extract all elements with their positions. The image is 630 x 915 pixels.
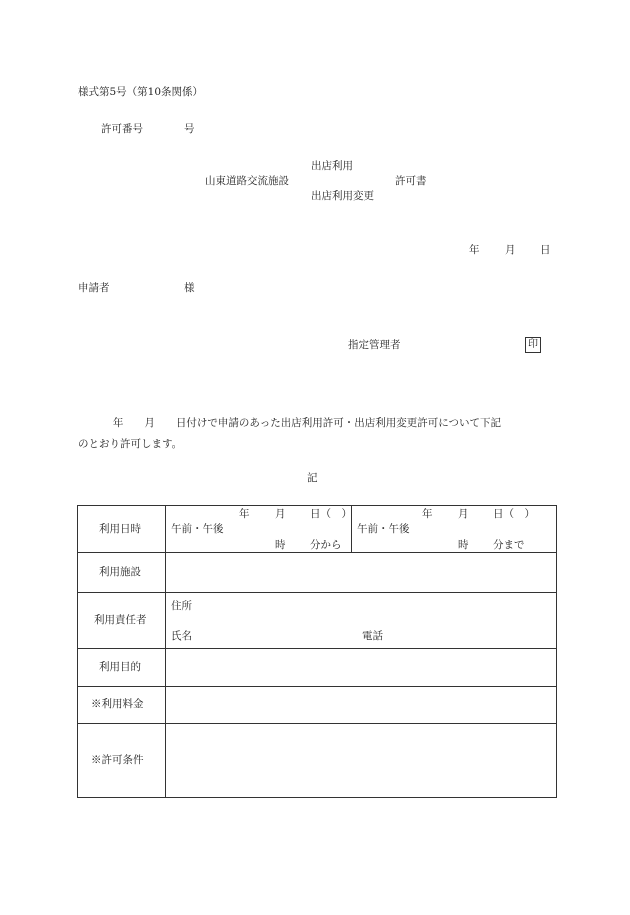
seal-box: 印 [525, 337, 541, 353]
row-label-fee: ※利用料金 [91, 698, 144, 710]
end-day: 日（ ） [493, 508, 535, 520]
start-year: 年 [239, 508, 250, 520]
table-border-top [77, 505, 557, 506]
row-divider [77, 686, 557, 687]
body-month: 月 [144, 417, 155, 429]
row-divider [77, 592, 557, 593]
date-month: 月 [505, 244, 516, 256]
row-label-usage-datetime: 利用日時 [99, 523, 141, 535]
address-label: 住所 [171, 600, 192, 612]
name-label: 氏名 [171, 630, 192, 642]
row-label-conditions: ※許可条件 [91, 754, 144, 766]
end-hour: 時 [458, 539, 469, 551]
manager-label: 指定管理者 [348, 339, 401, 351]
row-label-responsible-person: 利用責任者 [94, 614, 147, 626]
table-column-divider [165, 505, 166, 798]
permit-number-label: 許可番号 [101, 123, 143, 135]
row-divider [77, 648, 557, 649]
body-text-line-2: のとおり許可します。 [78, 438, 183, 450]
permit-number-suffix: 号 [184, 123, 195, 135]
date-day: 日 [540, 244, 551, 256]
end-month: 月 [458, 508, 469, 520]
body-year: 年 [112, 417, 124, 429]
title-facility: 山東道路交流施設 [205, 175, 289, 187]
title-suffix: 許可書 [395, 175, 427, 187]
permit-table [77, 505, 557, 798]
table-border-left [77, 505, 78, 798]
start-month: 月 [275, 508, 286, 520]
row-label-facility: 利用施設 [99, 566, 141, 578]
start-ampm: 午前・午後 [171, 523, 224, 535]
applicant-honorific: 様 [184, 282, 195, 294]
ki-label: 記 [307, 472, 318, 484]
row-divider [77, 552, 557, 553]
phone-label: 電話 [362, 630, 383, 642]
row-divider [77, 723, 557, 724]
body-paragraph [78, 413, 550, 455]
end-year: 年 [422, 508, 433, 520]
end-ampm: 午前・午後 [357, 523, 410, 535]
title-option-2: 出店利用変更 [311, 190, 374, 202]
start-day: 日（ ） [310, 508, 352, 520]
date-year: 年 [469, 244, 480, 256]
title-option-1: 出店利用 [311, 160, 353, 172]
start-hour: 時 [275, 539, 286, 551]
form-number: 様式第5号（第10条関係） [78, 86, 204, 98]
row-label-purpose: 利用目的 [99, 661, 141, 673]
body-text-line-1: 日付けで申請のあった出店利用許可・出店利用変更許可について下記 [175, 417, 502, 429]
applicant-label: 申請者 [78, 282, 110, 294]
start-minute: 分から [310, 539, 342, 551]
table-border-bottom [77, 797, 557, 798]
end-minute: 分まで [493, 539, 525, 551]
table-border-right [556, 505, 557, 798]
